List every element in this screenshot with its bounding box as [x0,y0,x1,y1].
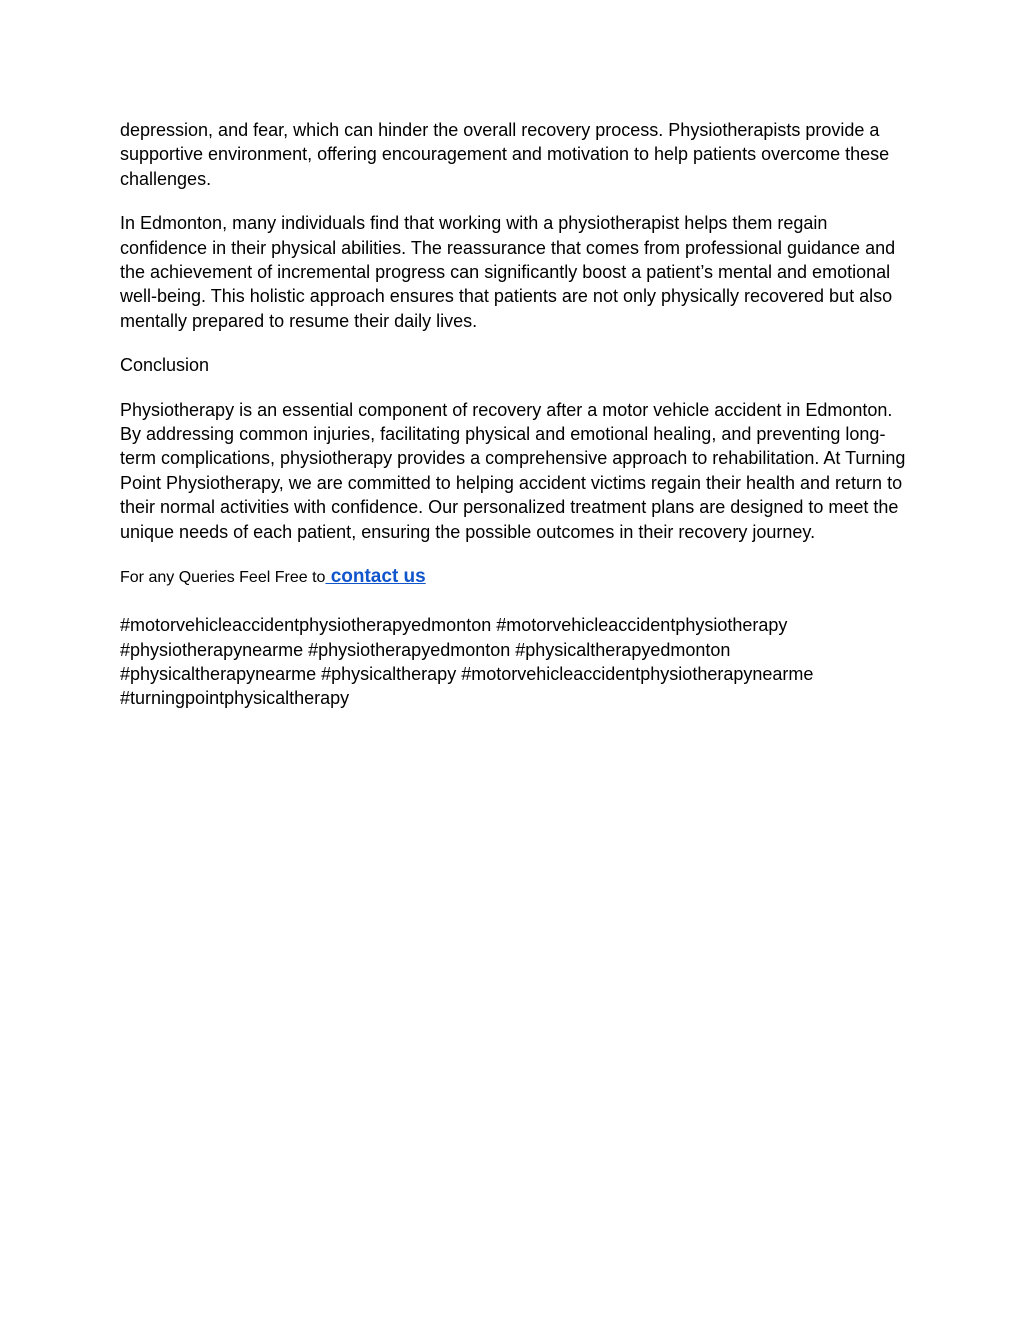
conclusion-heading: Conclusion [120,355,210,376]
hashtags: #motorvehicleaccidentphysiotherapyedmonton #motorvehicleaccidentphysiotherapy #physiotherapynearme #physiotherapyedmonton #physicaltherapyedmonton #physicaltherapynearme #physicaltherapy #motorvehicleaccidentphysiotherapynearme #turningpointphysicaltherapy [120,615,814,709]
paragraph-emotional-support: depression, and fear, which can hinder the overall recovery process. Physiotherapists provide a supportive environment, offering encouragement and motivation to help patients overcome these challenges. [120,120,890,189]
document-page [120,118,910,711]
contact-prefix: For any Queries Feel Free to [120,569,326,587]
paragraph-conclusion: Physiotherapy is an essential component of recovery after a motor vehicle accident in Edmonton. By addressing common injuries, facilitating physical and emotional healing, and preventing long-term complications, physiotherapy provides a comprehensive approach to rehabilitation. At Turning Point Physiotherapy, we are committed to helping accident victims regain their health and return to their normal activities with confidence. Our personalized treatment plans are designed to meet the unique needs of each patient, ensuring the possible outcomes in their recovery journey. [120,399,906,542]
contact-us-link[interactable]: contact us [325,566,426,588]
contact-line [120,564,910,591]
paragraph-edmonton-confidence: In Edmonton, many individuals find that working with a physiotherapist helps them regain confidence in their physical abilities. The reassurance that comes from professional guidance and the achievement of incremental progress can significantly boost a patient’s mental and emotional well-being. This holistic approach ensures that patients are not only physically recovered but also mentally prepared to resume their daily lives. [120,213,896,331]
